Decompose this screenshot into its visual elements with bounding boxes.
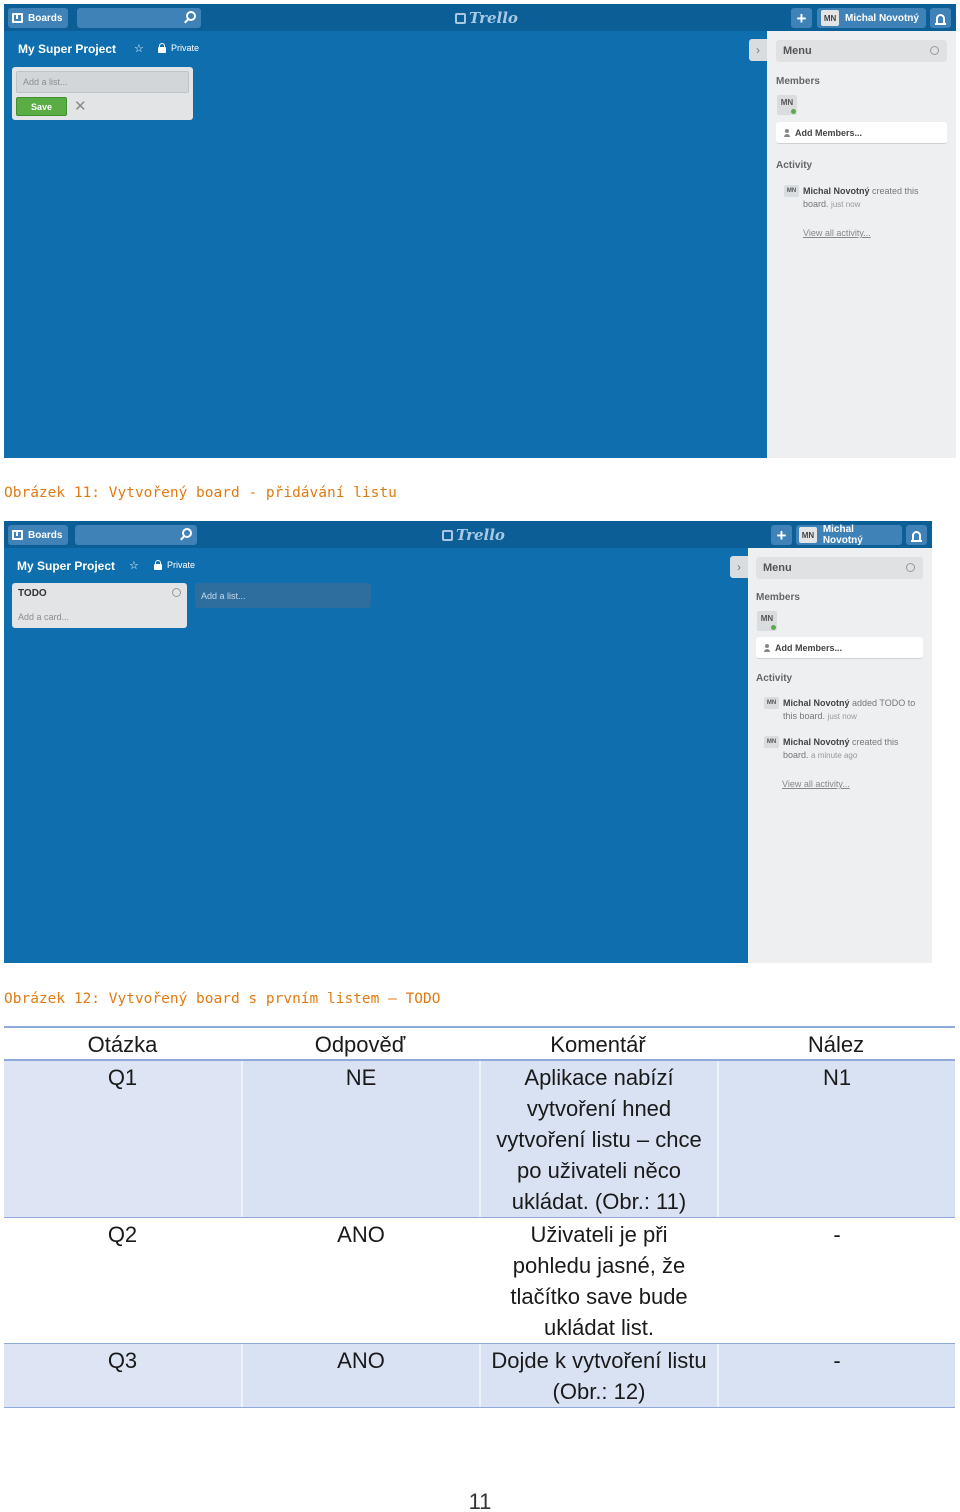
search-input[interactable]	[75, 525, 197, 545]
sidebar	[767, 31, 956, 458]
list-todo	[12, 583, 187, 628]
activity-avatar: MN	[784, 185, 799, 197]
members-label: Members	[776, 76, 820, 87]
trello-screenshot-2	[4, 521, 932, 963]
chevron-right-icon: ›	[737, 560, 741, 574]
cell-answer: ANO	[241, 1218, 479, 1343]
activity-time: just now	[827, 712, 857, 721]
add-button[interactable]	[791, 8, 812, 28]
cell-answer: ANO	[241, 1344, 479, 1407]
boards-icon	[12, 13, 23, 23]
privacy-badge[interactable]	[158, 43, 199, 53]
activity-time: just now	[831, 200, 861, 209]
cell-comment: Aplikace nabízí vytvoření hned vytvoření listu – chce po uživateli něco ukládat. (Obr.: 11)	[479, 1061, 717, 1217]
header-bar	[4, 521, 932, 548]
privacy-label: Private	[167, 560, 196, 570]
add-members-label: Add Members...	[775, 642, 843, 653]
privacy-badge[interactable]	[154, 560, 195, 570]
search-icon	[186, 11, 196, 21]
notifications-button[interactable]	[906, 525, 927, 545]
cell-question: Q1	[4, 1061, 241, 1217]
activity-item	[764, 736, 922, 762]
menu-label: Menu	[783, 45, 812, 57]
sidebar	[748, 548, 932, 963]
header-question: Otázka	[87, 1032, 158, 1057]
trello-logo[interactable]	[455, 9, 518, 27]
activity-avatar: MN	[764, 736, 779, 748]
add-card-link[interactable]: Add a card...	[18, 612, 70, 622]
evaluation-table	[4, 1026, 955, 1408]
privacy-label: Private	[171, 43, 200, 53]
cell-finding: -	[717, 1218, 955, 1343]
lock-icon	[158, 47, 166, 53]
add-button[interactable]	[771, 525, 792, 545]
user-menu-button[interactable]	[796, 525, 902, 545]
person-icon	[784, 129, 790, 137]
cell-question: Q2	[107, 1222, 138, 1247]
list-title[interactable]: TODO	[18, 588, 47, 599]
activity-user[interactable]: Michal Novotný	[783, 698, 850, 708]
cell-answer: NE	[241, 1061, 479, 1217]
activity-user[interactable]: Michal Novotný	[783, 737, 850, 747]
page-number: 11	[468, 1489, 492, 1512]
activity-action: created this board.	[803, 186, 919, 209]
trello-screenshot-1	[4, 4, 956, 458]
user-menu-button[interactable]	[817, 8, 926, 28]
board-title[interactable]: My Super Project	[17, 559, 116, 573]
add-members-label: Add Members...	[795, 127, 863, 138]
activity-label: Activity	[756, 673, 793, 684]
header-bar	[4, 4, 956, 31]
trello-logo-text: Trello	[469, 9, 518, 27]
table-row	[4, 1218, 955, 1344]
list-menu-icon[interactable]	[172, 588, 181, 597]
activity-text	[803, 185, 944, 211]
chevron-right-icon: ›	[756, 43, 760, 57]
cell-comment: Dojde k vytvoření listu (Obr.: 12)	[479, 1344, 717, 1407]
activity-text	[783, 697, 922, 723]
sidebar-toggle[interactable]	[730, 556, 748, 578]
trello-logo-icon	[442, 530, 453, 541]
menu-header[interactable]	[756, 557, 923, 579]
add-list-placeholder[interactable]: Add a list...	[195, 583, 371, 608]
star-icon[interactable]: ☆	[129, 560, 139, 572]
settings-icon[interactable]	[906, 563, 915, 572]
boards-icon	[12, 530, 23, 540]
figure-caption-2: Obrázek 12: Vytvořený board s prvním listem – TODO	[4, 991, 441, 1007]
search-icon	[182, 528, 192, 538]
activity-action: added TODO to this board.	[783, 698, 916, 721]
save-button[interactable]: Save	[16, 97, 67, 116]
search-input[interactable]	[77, 8, 201, 28]
boards-button[interactable]	[8, 525, 68, 545]
trello-logo-icon	[455, 13, 466, 24]
activity-time: a minute ago	[811, 751, 858, 760]
member-avatar[interactable]: MN	[777, 95, 797, 115]
cell-finding: -	[717, 1344, 955, 1407]
header-finding: Nález	[807, 1032, 865, 1057]
avatar: MN	[799, 527, 817, 543]
cell-finding: N1	[717, 1061, 955, 1217]
plus-icon: +	[796, 8, 807, 28]
table-row	[4, 1344, 955, 1408]
boards-label: Boards	[28, 12, 63, 24]
menu-label: Menu	[763, 562, 792, 574]
add-members-button[interactable]	[756, 637, 923, 659]
add-members-button[interactable]	[776, 122, 947, 144]
list-name-input[interactable]: Add a list...	[16, 71, 189, 93]
table-row	[4, 1061, 955, 1218]
activity-label: Activity	[776, 160, 813, 171]
board-title[interactable]: My Super Project	[18, 42, 117, 56]
user-name: Michal Novotný	[822, 524, 863, 546]
person-icon	[764, 644, 770, 652]
trello-logo[interactable]	[442, 526, 505, 544]
bell-icon	[912, 531, 921, 540]
add-list-composer	[12, 67, 193, 120]
figure-caption-1: Obrázek 11: Vytvořený board - přidávání listu	[4, 485, 397, 501]
view-all-activity-link[interactable]: View all activity...	[803, 228, 871, 238]
star-icon[interactable]: ☆	[134, 43, 144, 55]
avatar: MN	[821, 10, 839, 26]
user-name: Michal Novotný	[845, 12, 919, 24]
member-avatar[interactable]: MN	[757, 611, 777, 631]
notifications-button[interactable]	[930, 8, 951, 28]
trello-logo-text: Trello	[456, 526, 505, 544]
bell-icon	[936, 14, 945, 23]
header-comment: Komentář	[550, 1032, 646, 1057]
activity-action: created this board.	[783, 737, 899, 760]
header-answer: Odpověď	[314, 1032, 406, 1057]
sidebar-toggle[interactable]	[749, 39, 767, 61]
close-icon[interactable]: ✕	[74, 98, 87, 115]
settings-icon[interactable]	[930, 46, 939, 55]
cell-question: Q3	[4, 1344, 241, 1407]
view-all-activity-link[interactable]: View all activity...	[782, 779, 850, 789]
activity-user[interactable]: Michal Novotný	[803, 186, 870, 196]
menu-header[interactable]	[776, 40, 947, 62]
activity-item	[784, 185, 944, 211]
plus-icon: +	[776, 525, 787, 545]
activity-avatar: MN	[764, 697, 779, 709]
table-header-row	[4, 1028, 955, 1061]
activity-item	[764, 697, 922, 723]
members-label: Members	[756, 592, 800, 603]
boards-label: Boards	[28, 529, 63, 541]
boards-button[interactable]	[8, 8, 68, 28]
lock-icon	[154, 564, 162, 570]
activity-text	[783, 736, 922, 762]
cell-comment: Uživateli je při pohledu jasné, že tlačítko save bude ukládat list.	[479, 1218, 717, 1343]
